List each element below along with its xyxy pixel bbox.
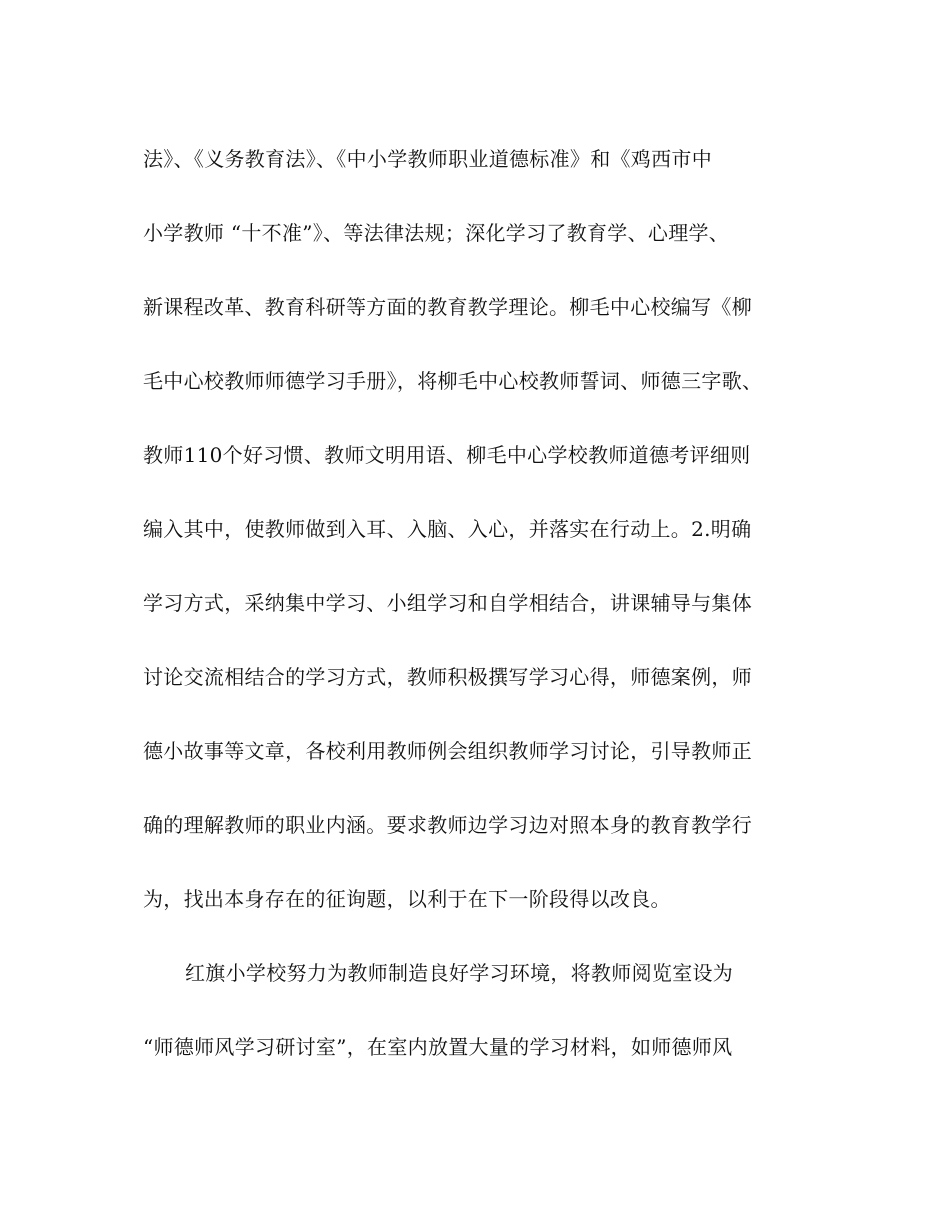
text-line: 确的理解教师的职业内涵。要求教师边学习边对照本身的教育教学行 bbox=[143, 813, 752, 837]
text-line: 编入其中，使教师做到入耳、入脑、入心，并落实在行动上。2.明确 bbox=[143, 517, 752, 541]
text-line: 小学教师 “十不准”》、等法律法规；深化学习了教育学、心理学、 bbox=[143, 221, 730, 245]
text-line: 毛中心校教师师德学习手册》，将柳毛中心校教师誓词、师德三字歌、 bbox=[143, 369, 763, 393]
text-line: 讨论交流相结合的学习方式，教师积极撰写学习心得，师德案例，师 bbox=[143, 665, 752, 689]
text-line: 教师110个好习惯、教师文明用语、柳毛中心学校教师道德考评细则 bbox=[143, 443, 751, 467]
body-text bbox=[143, 134, 803, 1096]
text-line: 法》、《义务教育法》、《中小学教师职业道德标准》和《鸡西市中 bbox=[143, 147, 712, 171]
paragraph-start-line: 红旗小学校努力为教师制造良好学习环境，将教师阅览室设为 bbox=[185, 961, 734, 985]
text-line: 学习方式，采纳集中学习、小组学习和自学相结合，讲课辅导与集体 bbox=[143, 591, 752, 615]
text-line: 德小故事等文章，各校利用教师例会组织教师学习讨论，引导教师正 bbox=[143, 739, 752, 763]
text-line: “师德师风学习研讨室”，在室内放置大量的学习材料，如师德师风 bbox=[143, 1035, 733, 1059]
text-line: 新课程改革、教育科研等方面的教育教学理论。柳毛中心校编写《柳 bbox=[143, 295, 752, 319]
text-line: 为，找出本身存在的征询题，以利于在下一阶段得以改良。 bbox=[143, 887, 671, 911]
